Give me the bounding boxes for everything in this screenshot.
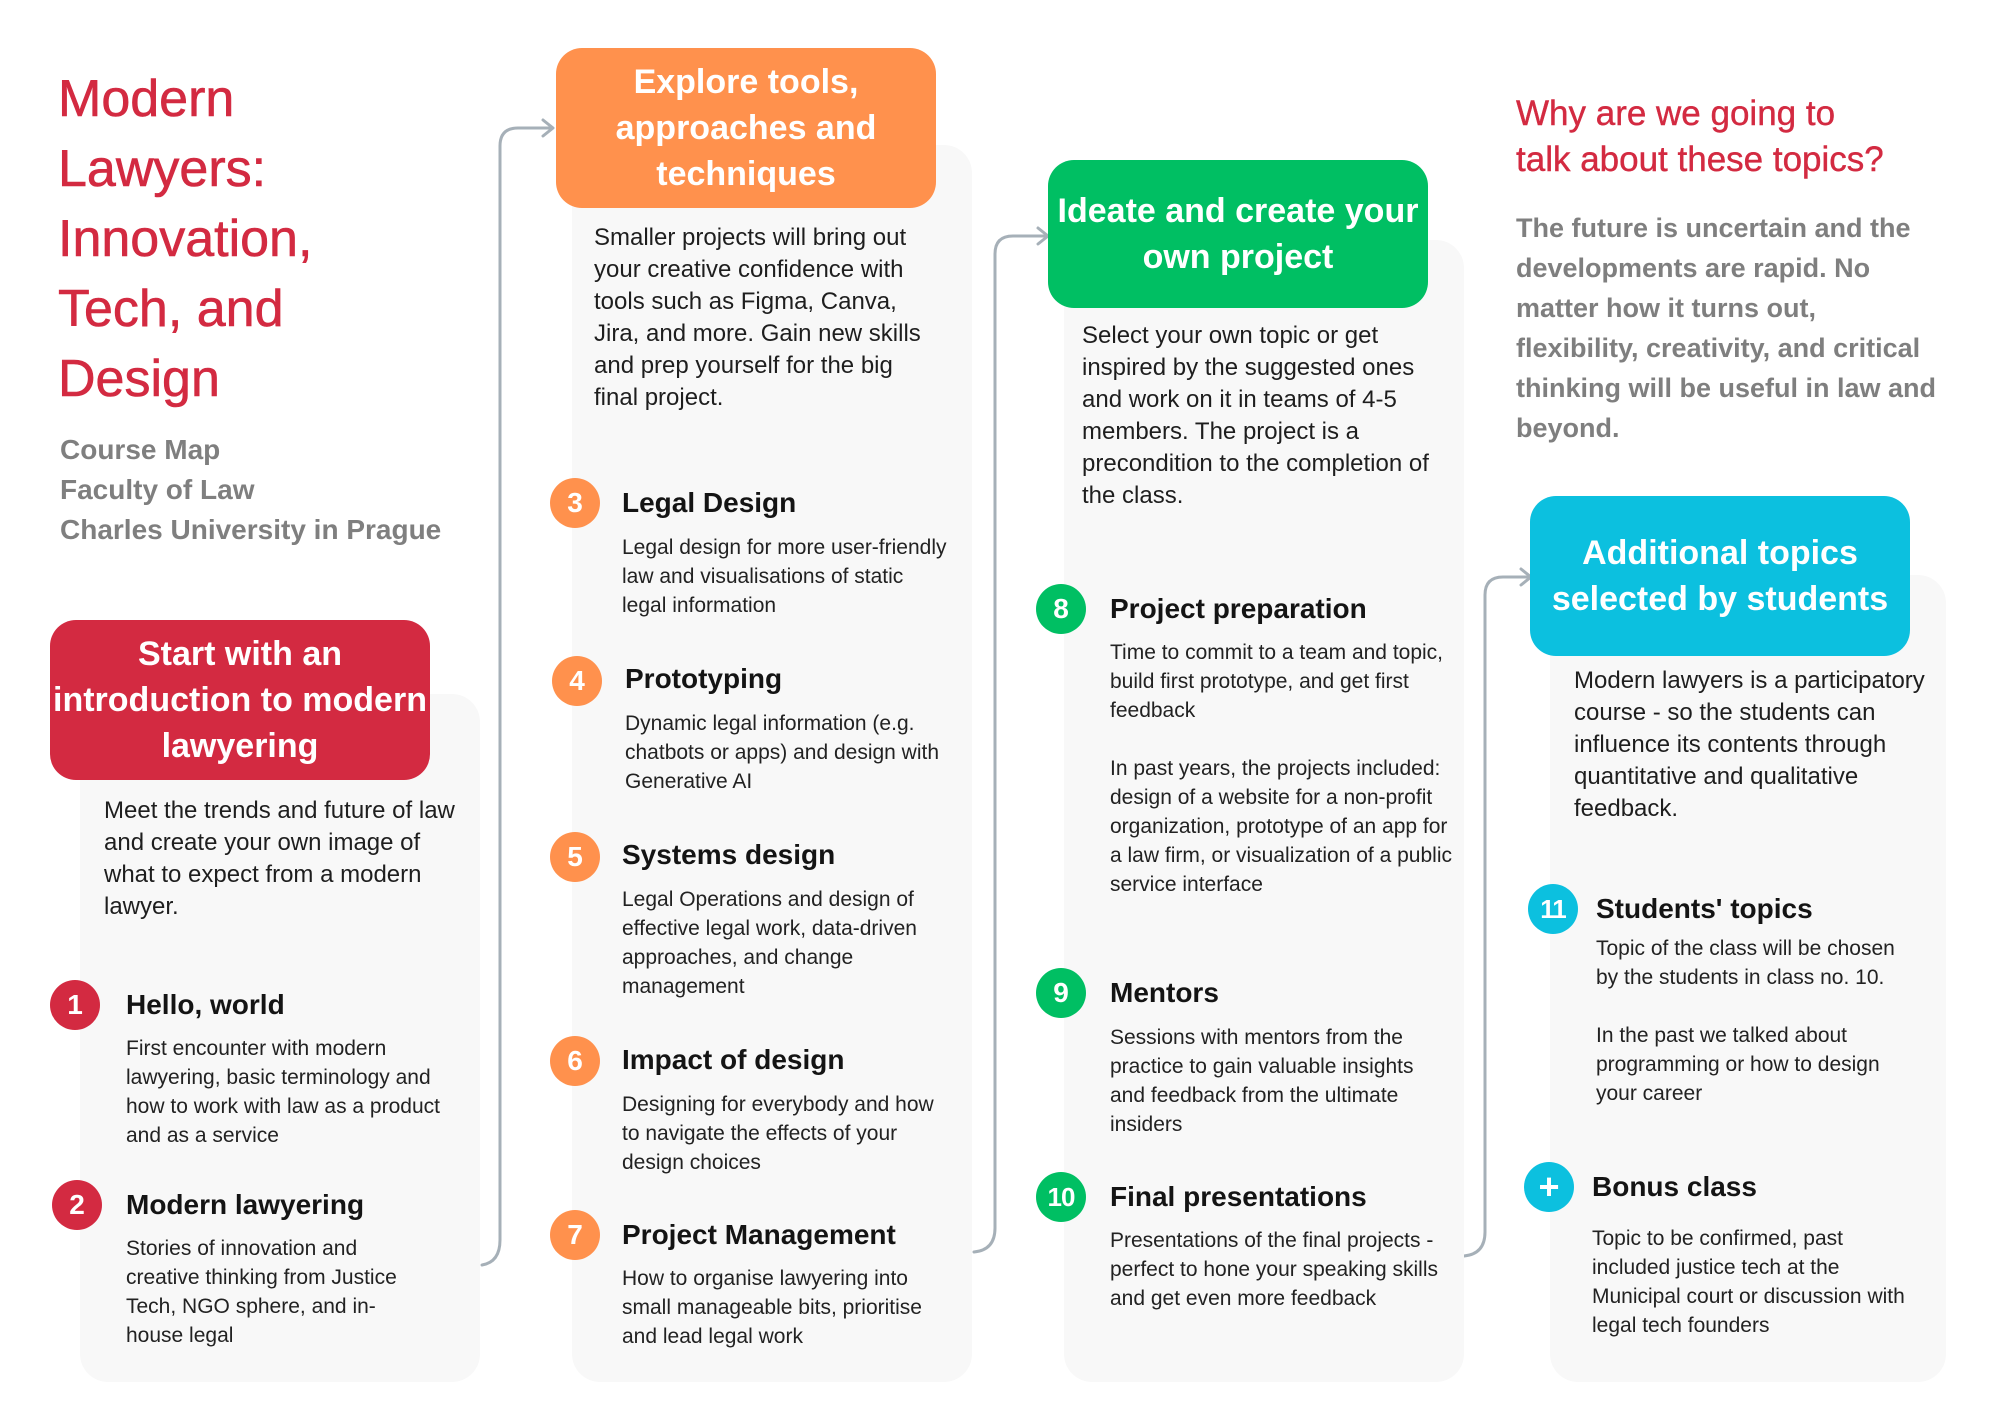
module-number-badge: 11	[1528, 884, 1578, 934]
module-number-badge: 1	[50, 980, 100, 1030]
module-number-badge: 7	[550, 1210, 600, 1260]
module-number-badge: 3	[550, 478, 600, 528]
module-number-badge: 5	[550, 832, 600, 882]
module-description-p1: Time to commit to a team and topic, build first prototype, and get first feedback	[1110, 641, 1444, 722]
module-description	[1110, 638, 1455, 899]
module-title: Students' topics	[1596, 893, 1813, 924]
module-description-p2: In the past we talked about programming or how to design your career	[1596, 1024, 1880, 1105]
module-title: Impact of design	[622, 1044, 845, 1075]
module-description: First encounter with modern lawyering, basic terminology and how to work with law as a product and as a service	[126, 1037, 440, 1147]
module-description	[1596, 934, 1916, 1108]
module-number-badge: 2	[52, 1180, 102, 1230]
module-number-badge: 4	[552, 656, 602, 706]
column-1-intro: Meet the trends and future of law and create your own image of what to expect from a modern lawyer.	[104, 797, 455, 920]
column-3-banner: Ideate and create your own project	[1048, 160, 1428, 308]
arrow-col3-to-col4	[1464, 577, 1530, 1256]
module-title: Mentors	[1110, 977, 1219, 1008]
why-text: The future is uncertain and the developments are rapid. No matter how it turns out, flexibility, creativity, and critical thinking will be useful in law and beyond.	[1516, 213, 1937, 443]
module-title: Project preparation	[1110, 593, 1367, 624]
module-description: How to organise lawyering into small manageable bits, prioritise and lead legal work	[622, 1267, 922, 1348]
arrow-col1-to-col2	[482, 128, 552, 1265]
column-4-banner: Additional topics selected by students	[1530, 496, 1910, 656]
module-number-badge: 10	[1036, 1172, 1086, 1222]
module-description: Legal Operations and design of effective legal work, data-driven approaches, and change management	[622, 888, 917, 998]
column-3-intro: Select your own topic or get inspired by the suggested ones and work on it in teams of 4-5 members. The project is a precondition to the completion of the class.	[1082, 322, 1429, 509]
module-description: Legal design for more user-friendly law and visualisations of static legal information	[622, 536, 947, 617]
module-title: Bonus class	[1592, 1171, 1757, 1202]
module-title: Prototyping	[625, 663, 783, 694]
title-line: Design	[58, 350, 220, 408]
module-number-badge: 8	[1036, 584, 1086, 634]
module-description-p1: Topic of the class will be chosen by the students in class no. 10.	[1596, 937, 1895, 989]
subtitle-line: Charles University in Prague	[60, 514, 442, 545]
column-2-banner: Explore tools, approaches and techniques	[556, 48, 936, 208]
column-4-intro: Modern lawyers is a participatory course - so the students can influence its contents through quantitative and qualitative feedback.	[1574, 667, 1925, 822]
subtitle-line: Faculty of Law	[60, 474, 255, 505]
module-title: Hello, world	[126, 989, 285, 1020]
why-question-line: Why are we going to	[1516, 94, 1836, 133]
module-description-p2: In past years, the projects included: design of a website for a non-profit organization, prototype of an app for a law firm, or visualization of a public service interface	[1110, 757, 1452, 896]
module-title: Project Management	[622, 1219, 896, 1250]
arrow-col2-to-col3	[974, 236, 1047, 1252]
module-description: Dynamic legal information (e.g. chatbots or apps) and design with Generative AI	[625, 712, 940, 793]
module-title: Legal Design	[622, 487, 797, 518]
column-1-banner: Start with an introduction to modern lawyering	[50, 620, 430, 780]
module-title: Modern lawyering	[126, 1189, 365, 1220]
module-description: Designing for everybody and how to navigate the effects of your design choices	[622, 1093, 934, 1174]
subtitle-line: Course Map	[60, 434, 221, 465]
module-description: Stories of innovation and creative thinking from Justice Tech, NGO sphere, and in-house legal	[126, 1237, 397, 1347]
column-2-intro: Smaller projects will bring out your creative confidence with tools such as Figma, Canva, Jira, and more. Gain new skills and prep yourself for the big final project.	[594, 224, 921, 411]
title-line: Innovation,	[58, 210, 313, 268]
module-description: Topic to be confirmed, past included justice tech at the Municipal court or discussion with legal tech founders	[1592, 1227, 1905, 1337]
title-line: Tech, and	[58, 280, 284, 338]
module-description: Sessions with mentors from the practice to gain valuable insights and feedback from the ultimate insiders	[1110, 1026, 1414, 1136]
module-number-badge: 9	[1036, 968, 1086, 1018]
title-line: Modern	[58, 70, 235, 128]
plus-icon: +	[1524, 1162, 1574, 1212]
module-title: Systems design	[622, 839, 836, 870]
module-description: Presentations of the final projects - perfect to hone your speaking skills and get even more feedback	[1110, 1229, 1439, 1310]
why-question-line: talk about these topics?	[1516, 140, 1884, 179]
module-number-badge: 6	[550, 1036, 600, 1086]
module-title: Final presentations	[1110, 1181, 1367, 1212]
title-line: Lawyers:	[58, 140, 267, 198]
